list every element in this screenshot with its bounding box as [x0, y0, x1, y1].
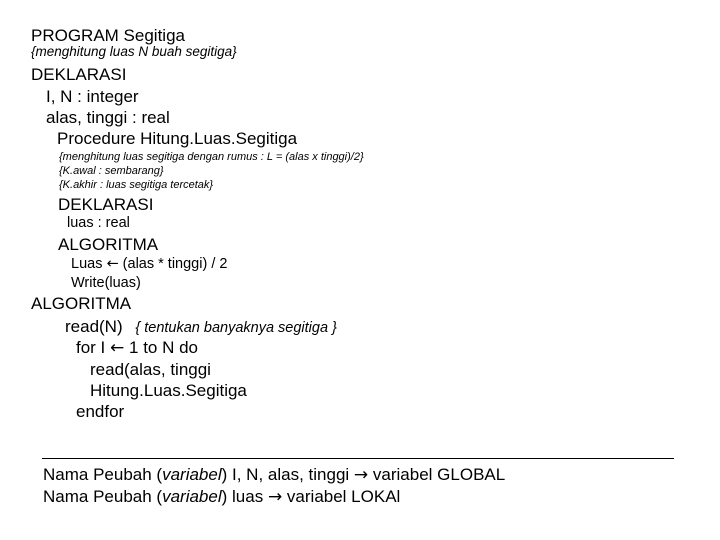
- right-arrow-icon: →: [267, 487, 283, 507]
- assign-target: Luas: [71, 256, 103, 272]
- assign-expression: (alas * tinggi) / 2: [122, 256, 228, 272]
- procedure-call-statement: Hitung.Luas.Segitiga: [90, 381, 247, 400]
- procedure-heading: Procedure Hitung.Luas.Segitiga: [57, 129, 298, 148]
- var-decl-integer: I, N : integer: [46, 87, 139, 106]
- divider-rule: [42, 458, 674, 459]
- procedure-comment-initial: {K.awal : sembarang}: [59, 165, 164, 177]
- left-arrow-icon: ←: [110, 338, 125, 358]
- procedure-deklarasi-heading: DEKLARASI: [58, 195, 154, 214]
- algoritma-heading: ALGORITMA: [31, 294, 132, 313]
- deklarasi-heading: DEKLARASI: [31, 65, 127, 84]
- left-arrow-icon: ←: [106, 256, 119, 272]
- for-keyword: for I: [76, 338, 106, 357]
- read-alas-statement: read(alas, tinggi: [90, 360, 211, 379]
- right-arrow-icon: →: [353, 465, 369, 485]
- procedure-write-statement: Write(luas): [71, 275, 141, 291]
- note-variabel-term: variabel: [162, 487, 222, 506]
- procedure-assign-statement: [71, 257, 227, 272]
- var-decl-real: alas, tinggi : real: [46, 108, 170, 127]
- note-variabel-term: variabel: [162, 465, 222, 484]
- procedure-comment-formula: {menghitung luas segitiga dengan rumus : L = (alas x tinggi)/2}: [59, 151, 364, 163]
- procedure-var-decl: luas : real: [67, 215, 130, 231]
- for-range: 1 to N do: [129, 338, 199, 357]
- read-n-comment: { tentukan banyaknya segitiga }: [135, 320, 337, 336]
- program-comment: {menghitung luas N buah segitiga}: [31, 44, 237, 59]
- note-global-variables: Nama Peubah (variabel) I, N, alas, tinggi → variabel GLOBAL: [43, 465, 506, 485]
- read-n-statement: [65, 318, 337, 336]
- procedure-comment-final: {K.akhir : luas segitiga tercetak}: [59, 179, 214, 191]
- read-n-code: read(N): [65, 317, 123, 336]
- for-loop-statement: [76, 339, 198, 357]
- note-local-variables: Nama Peubah (variabel) luas → variabel LOKAl: [43, 487, 401, 507]
- procedure-algoritma-heading: ALGORITMA: [58, 235, 159, 254]
- endfor-statement: endfor: [76, 402, 125, 421]
- program-title: PROGRAM Segitiga: [31, 26, 185, 45]
